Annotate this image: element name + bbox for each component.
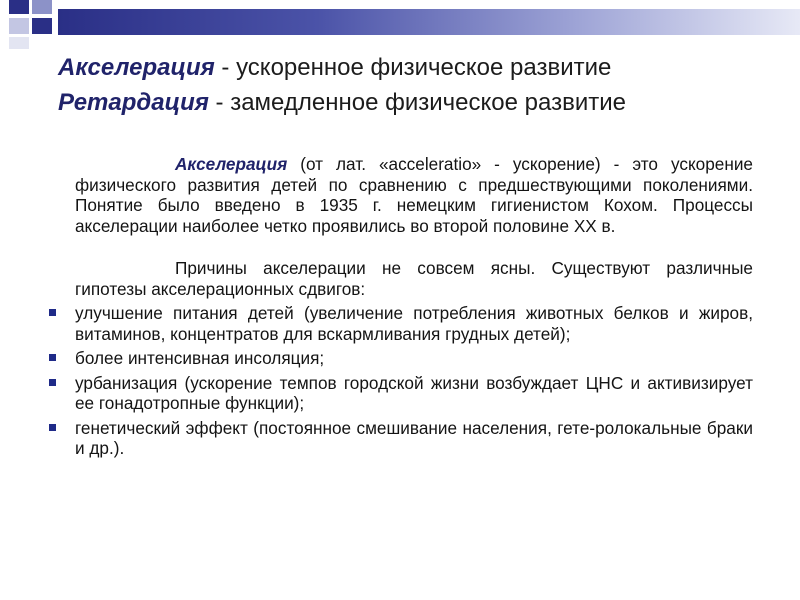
list-item-text: более интенсивная инсоляция; [75, 348, 325, 368]
square-bullet-icon [49, 379, 56, 386]
list-item-text: генетический эффект (постоянное смешивание населения, гете-ролокальные браки и др.). [75, 417, 753, 458]
heading-definition: - замедленное физическое развитие [208, 89, 626, 116]
list-item [75, 348, 753, 369]
list-item [75, 303, 753, 344]
decor-square [9, 37, 29, 49]
causes-text: Причины акселерации не совсем ясны. Существуют различные гипотезы акселерационных сдвигов: [75, 258, 753, 299]
decor-square [32, 0, 52, 14]
heading-retardation [58, 85, 778, 120]
list-item [75, 418, 753, 459]
square-bullet-icon [49, 424, 56, 431]
intro-term: Акселерация [175, 154, 288, 174]
list-item [75, 373, 753, 414]
title-gradient-bar [58, 9, 800, 35]
decor-square [9, 18, 29, 34]
slide-body [75, 154, 753, 459]
heading-definition: - ускоренное физическое развитие [214, 54, 612, 81]
heading-term: Ретардация [58, 89, 209, 116]
slide-headings [58, 50, 778, 120]
square-bullet-icon [49, 309, 56, 316]
square-bullet-icon [49, 354, 56, 361]
intro-text: (от лат. «acceleratio» - ускорение) - это ускорение физического развития детей по сравнению с предшествующими поколениями. Понятие было введено в 1935 г. немецким гигиенистом Кохом. Процессы акселерации наиболее четко проявились во второй половине XX в. [75, 154, 753, 236]
intro-paragraph [75, 154, 753, 236]
decor-square [32, 18, 52, 34]
heading-acceleration [58, 50, 778, 85]
decor-square [9, 0, 29, 14]
causes-list [75, 303, 753, 459]
heading-term: Акселерация [58, 54, 215, 81]
list-item-text: улучшение питания детей (увеличение потребления животных белков и жиров, витаминов, концентратов для вскармливания грудных детей); [75, 303, 753, 344]
list-item-text: урбанизация (ускорение темпов городской жизни возбуждает ЦНС и активизирует ее гонадотропные функции); [75, 372, 753, 413]
causes-paragraph [75, 258, 753, 299]
